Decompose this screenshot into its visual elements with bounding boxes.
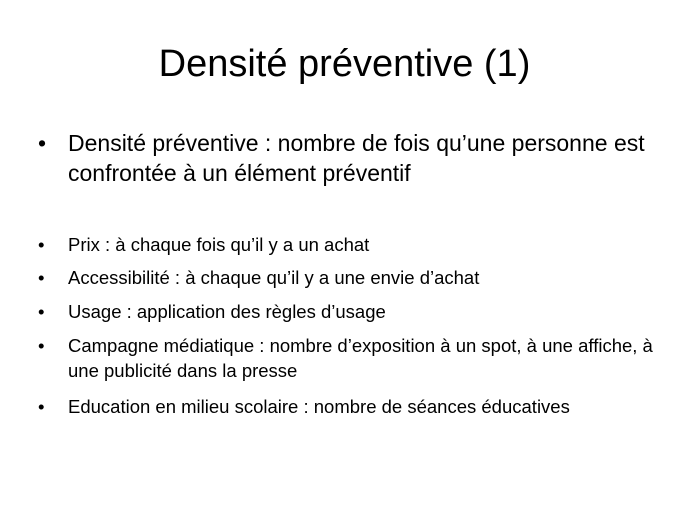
list-item-text: Education en milieu scolaire : nombre de séances éducatives — [68, 396, 570, 417]
list-item — [38, 232, 658, 257]
main-bullet-text: Densité préventive : nombre de fois qu’une personne est confrontée à un élément préventif — [68, 130, 645, 186]
list-item — [38, 299, 658, 324]
list-item-text: Usage : application des règles d’usage — [68, 301, 386, 322]
list-item-text: Prix : à chaque fois qu’il y a un achat — [68, 234, 370, 255]
list-item — [38, 333, 658, 383]
list-item-text: Accessibilité : à chaque qu’il y a une envie d’achat — [68, 267, 480, 288]
list-item-text: Campagne médiatique : nombre d’exposition à un spot, à une affiche, à une publicité dans la presse — [68, 335, 653, 381]
main-bullet — [38, 128, 658, 188]
list-item — [38, 394, 658, 419]
bullet-icon: • — [38, 335, 45, 356]
slide-title: Densité préventive (1) — [158, 43, 531, 85]
bullet-icon: • — [38, 267, 45, 288]
bullet-icon: • — [38, 301, 45, 322]
bullet-icon: • — [38, 396, 45, 417]
list-item — [38, 265, 658, 290]
bullet-icon: • — [38, 234, 45, 255]
bullet-icon: • — [38, 130, 47, 156]
